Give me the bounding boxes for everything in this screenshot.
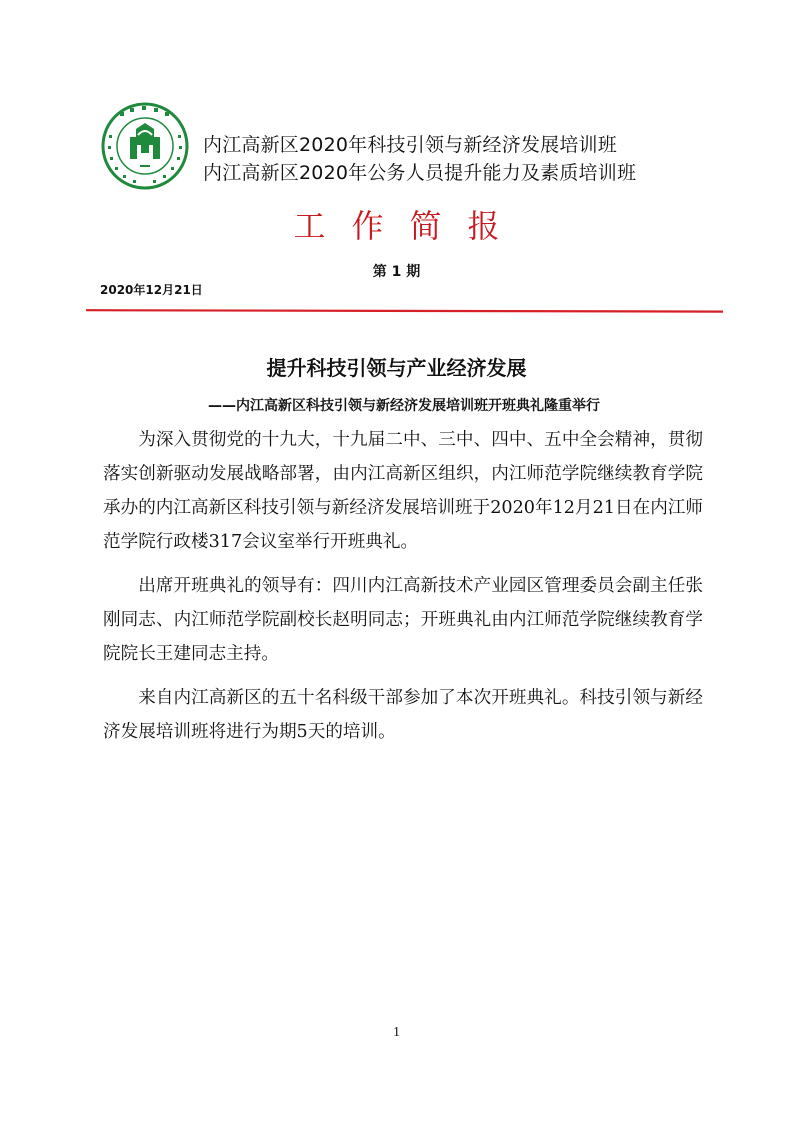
article-body — [103, 423, 703, 759]
brief-title: 工作简报 — [293, 207, 526, 245]
header-line-2: 内江高新区2020年公务人员提升能力及素质培训班 — [203, 162, 637, 184]
university-logo — [100, 101, 190, 191]
paragraph-2: 出席开班典礼的领导有：四川内江高新技术产业园区管理委员会副主任张刚同志、内江师范学院副校长赵明同志；开班典礼由内江师范学院继续教育学院院长王建同志主持。 — [103, 576, 703, 664]
paragraph-3: 来自内江高新区的五十名科级干部参加了本次开班典礼。科技引领与新经济发展培训班将进行为期5天的培训。 — [103, 688, 703, 742]
article-title: 提升科技引领与产业经济发展 — [266, 356, 527, 380]
issue-date: 2020年12月21日 — [100, 283, 203, 297]
page-number: 1 — [393, 1025, 400, 1040]
issue-number: 第 1 期 — [372, 264, 421, 280]
paragraph-1: 为深入贯彻党的十九大，十九届二中、三中、四中、五中全会精神，贯彻落实创新驱动发展战略部署，由内江高新区组织，内江师范学院继续教育学院承办的内江高新区科技引领与新经济发展培训班于2020年12月21日在内江师范学院行政楼317会议室举行开班典礼。 — [103, 430, 703, 552]
red-divider-line — [86, 309, 723, 313]
article-subtitle: ——内江高新区科技引领与新经济发展培训班开班典礼隆重举行 — [208, 398, 600, 414]
header-line-1: 内江高新区2020年科技引领与新经济发展培训班 — [203, 134, 617, 156]
